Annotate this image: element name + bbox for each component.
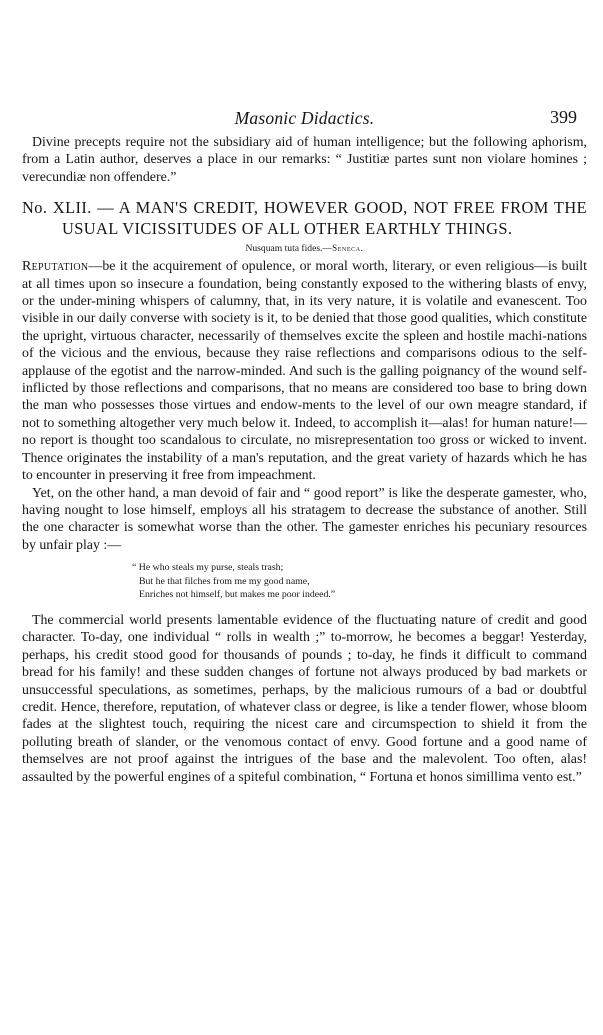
running-title: Masonic Didactics.	[234, 108, 375, 128]
page-number: 399	[550, 107, 577, 127]
paragraph-reputation-text: —be it the acquirement of opulence, or moral worth, literary, or even religious—is built at all times upon so insecure a foundation, being constantly exposed to the withering blasts of envy, or the under-mining whispers of calumny, that, in its very nature, it is volatile and evanescent. Too visible in our daily converse with society is it, to be denied that those good qualities, which constitute the upright, virtuous character, necessarily of themselves excite the spleen and hostile machi-nations of the vicious and the envious, because they raise reflections and comparisons odious to the self-applause of the egotist and the narrow-minded. And such is the galling poignancy of the wound self-inflicted by those reflections and comparisons, that no means are considered too base to bring down the man who possesses those virtues and endow-ments to the level of our own meagre standard, if not to something altogether very much below it. Indeed, to accomplish it—alas! for human nature!—no report is thought too scandalous to circulate, no misrepresentation too gross or wicked to invent. Thence originates the instability of a man's reputation, and the great variety of hazards which he has to encounter in preserving it free from impeachment.	[22, 259, 587, 484]
paragraph-commercial: The commercial world presents lamentable evidence of the fluctuating nature of credit and good character. To-day, one individual “ rolls in wealth ;” to-morrow, he becomes a beggar! Yesterday, perhaps, his credit stood good for thousands of pounds ; to-day, he finds it difficult to command bread for his family! and these sudden changes of fortune not always produced by bad markets or unsuccessful speculations, as sometimes, perhaps, by the malicious rumours of a bad or doubtful credit. Hence, therefore, reputation, of whatever class or degree, is like a tender flower, whose bloom fades at the slightest touch, requiring the nicest care and circumspection to shield it from the polluting breath of slander, or the venomous contact of envy. Good fortune and a good name of themselves are not proof against the intrigues of the base and the malevolent. Too often, alas! assaulted by the powerful engines of a spiteful combination, “ Fortuna et honos simillima vento est.”	[22, 612, 587, 785]
section-heading: No. XLII. — A MAN'S CREDIT, HOWEVER GOOD, NOT FREE FROM THE USUAL VICISSITUDES OF ALL OTHER EARTHLY THINGS.	[22, 198, 587, 238]
section-motto	[22, 242, 587, 255]
verse-line: But he that filches from me my good name,	[139, 575, 310, 587]
verse-quotation	[132, 561, 587, 602]
verse-line: “ He who steals my purse, steals trash;	[132, 562, 284, 574]
verse-line: Enriches not himself, but makes me poor indeed.”	[139, 589, 336, 601]
intro-paragraph: Divine precepts require not the subsidiary aid of human intelligence; but the following aphorism, from a Latin author, deserves a place in our remarks: “ Justitiæ partes sunt non violare homines ; verecundiæ non offendere.”	[22, 135, 587, 185]
paragraph-gamester: Yet, on the other hand, a man devoid of fair and “ good report” is like the desperate gamester, who, having nought to lose himself, employs all his stratagem to decrease the substance of another. Still the one character is somewhat worse than the other. The gamester enriches his pecuniary resources by unfair play :—	[22, 485, 587, 553]
book-page	[22, 108, 587, 786]
motto-author: Seneca.	[332, 243, 364, 254]
lead-word: Reputation	[22, 259, 89, 275]
paragraph-reputation	[22, 258, 587, 484]
running-head	[22, 108, 587, 134]
motto-text: Nusquam tuta fides.—	[245, 243, 333, 255]
